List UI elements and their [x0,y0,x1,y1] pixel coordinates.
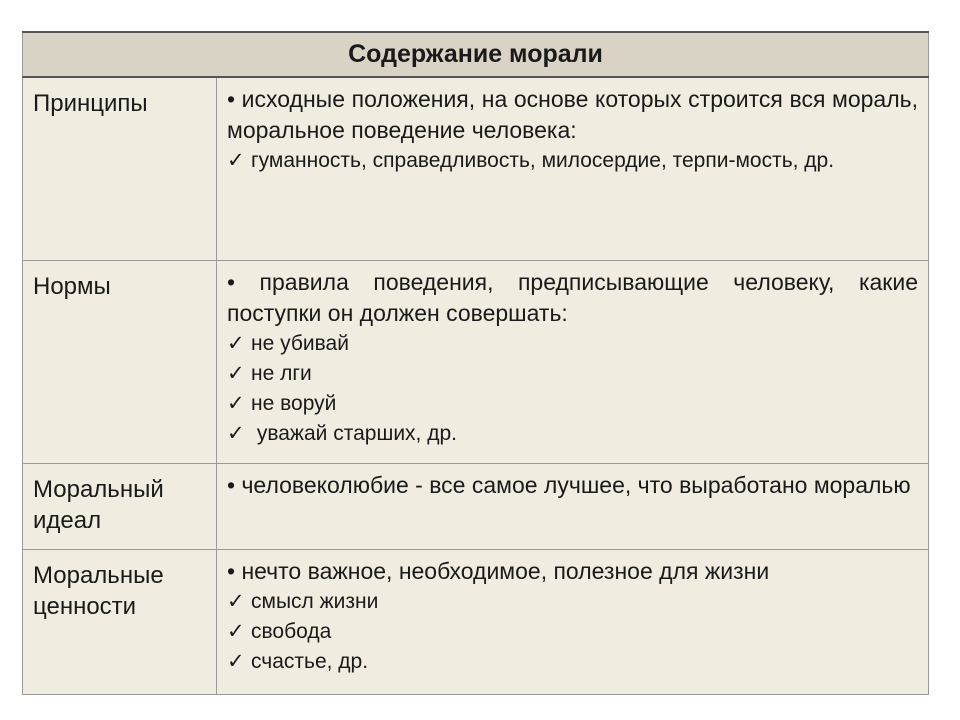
table-row [23,550,929,695]
row-label: Принципы [23,77,217,261]
check-item: ✓ не воруй [227,389,918,419]
row-content [217,77,929,261]
checkmark-icon: ✓ [227,149,245,172]
check-item: ✓ смысл жизни [227,587,918,617]
check-item: ✓ счастье, др. [227,647,918,677]
table-row [23,464,929,550]
row-label: Моральные ценности [23,550,217,695]
checkmark-icon: ✓ [227,590,245,613]
check-item: ✓ свобода [227,617,918,647]
checkmark-icon: ✓ [227,392,245,415]
row-main-text: • человеколюбие - все самое лучшее, что выработано моралью [227,472,911,498]
morality-table [22,31,929,695]
checkmark-icon: ✓ [227,332,245,355]
table-title: Содержание морали [23,32,929,77]
checkmark-icon: ✓ [227,620,245,643]
table-row [23,261,929,464]
row-label: Нормы [23,261,217,464]
check-item: ✓ не лги [227,359,918,389]
check-item: ✓ гуманность, справедливость, милосердие, терпи-мость, др. [227,146,918,176]
table-row [23,77,929,261]
row-label: Моральный идеал [23,464,217,550]
check-item: ✓ не убивай [227,329,918,359]
checkmark-icon: ✓ [227,650,245,673]
row-main-text: • правила поведения, предписывающие человеку, какие поступки он должен совершать: [227,269,919,326]
checkmark-icon: ✓ [227,362,245,385]
row-content [217,550,929,695]
row-content [217,261,929,464]
check-item: ✓ уважай старших, др. [227,419,918,449]
checkmark-icon: ✓ [227,422,245,445]
row-main-text: • нечто важное, необходимое, полезное для жизни [227,558,770,584]
row-main-text: • исходные положения, на основе которых строится вся мораль, моральное поведение человека: [227,86,919,143]
row-content [217,464,929,550]
